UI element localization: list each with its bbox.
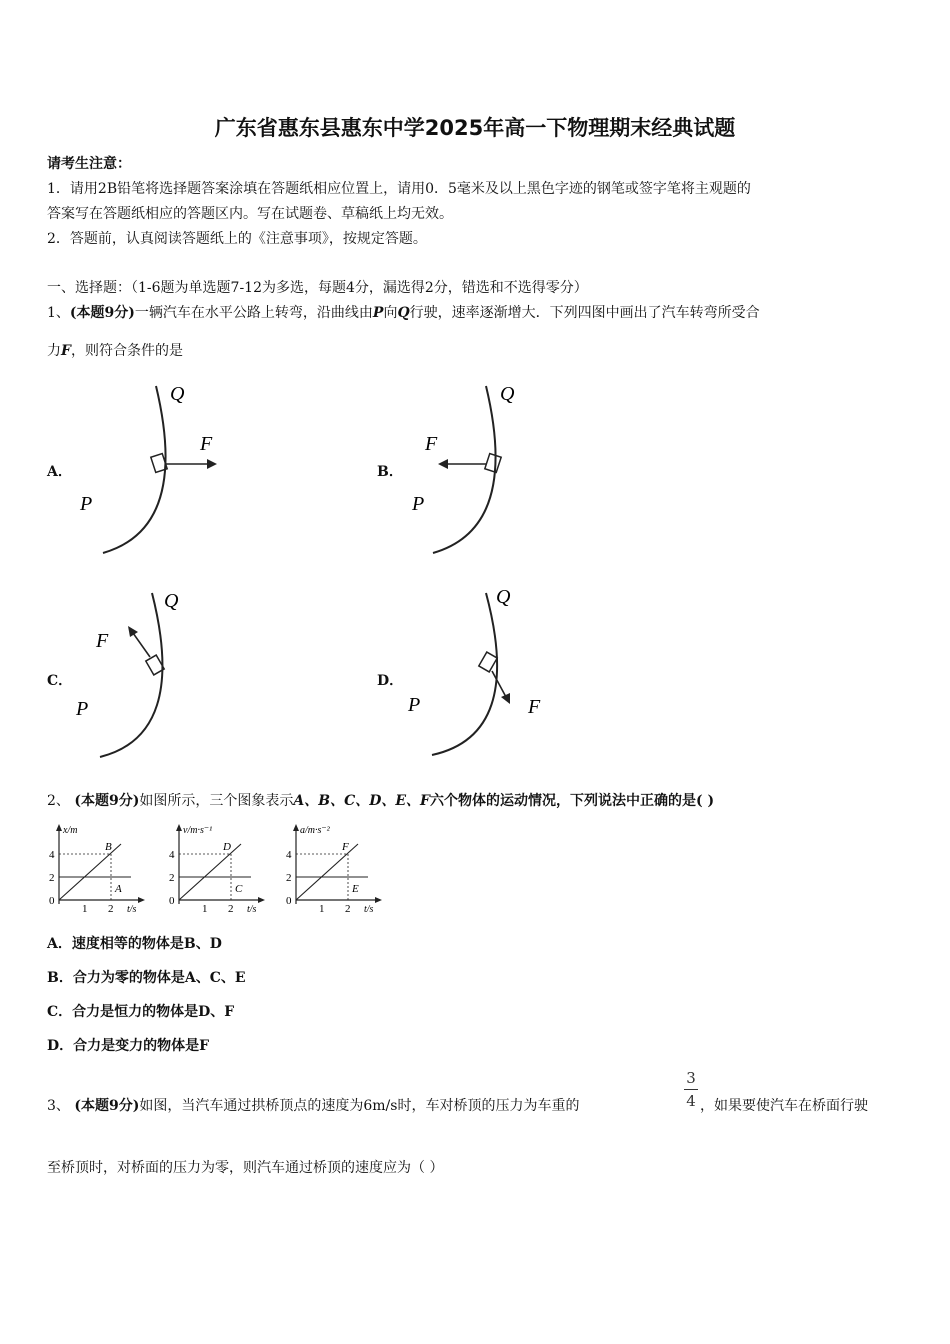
q1-option-a-label: A．	[47, 464, 72, 480]
q1-score: (本题9分)	[69, 305, 135, 321]
y-label: a/m·s⁻²	[300, 825, 330, 836]
x-tick-1: 1	[319, 903, 325, 915]
force-arrowhead	[438, 459, 448, 469]
car-box	[479, 652, 497, 672]
y-tick-0: 0	[49, 895, 55, 907]
label-q: Q	[500, 383, 515, 405]
y-tick-2: 2	[49, 872, 55, 884]
q2-option-d: D．合力是变力的物体是F	[47, 1038, 210, 1054]
label-p: P	[80, 493, 93, 515]
q1-option-d-label: D．	[377, 673, 404, 689]
page-title: 广东省惠东县惠东中学2025年高一下物理期末经典试题	[214, 116, 736, 140]
x-axis-arrow	[138, 897, 145, 903]
notice-line-1: 1．请用2B铅笔将选择题答案涂填在答题纸相应位置上，请用0．5毫米及以上黑色字迹的钢笔或签字笔将主观题的	[47, 181, 751, 197]
q1-line2-a: 力	[47, 343, 61, 359]
curve-path	[103, 386, 166, 553]
label-f: F	[96, 630, 109, 652]
label-f: F	[200, 433, 213, 455]
x-tick-1: 1	[202, 903, 208, 915]
q1-text-b: 向	[383, 305, 398, 321]
y-tick-4: 4	[286, 849, 292, 861]
x-axis-arrow	[258, 897, 265, 903]
section-heading: 一、选择题：（1-6题为单选题7-12为多选，每题4分，漏选得2分，错选和不选得零分）	[47, 280, 588, 296]
q1-option-a-figure	[70, 378, 270, 563]
frac-line	[684, 1089, 698, 1090]
force-arrow	[133, 633, 150, 657]
notice-heading: 请考生注意：	[47, 156, 131, 172]
y-tick-4: 4	[49, 849, 55, 861]
label-q: Q	[170, 383, 185, 405]
label-p: P	[408, 694, 421, 716]
y-axis-arrow	[176, 824, 182, 831]
q1-line2-b: ，则符合条件的是	[70, 343, 183, 359]
y-tick-0: 0	[169, 895, 175, 907]
q3-score: (本题9分)	[74, 1098, 140, 1114]
x-tick-1: 1	[82, 903, 88, 915]
q3-fraction	[684, 1069, 698, 1110]
q2-option-c: C．合力是恒力的物体是D、F	[47, 1004, 235, 1020]
curve-path	[432, 593, 497, 755]
slope-line	[179, 844, 241, 900]
question-1-line-1	[47, 302, 760, 322]
q1-option-b-label: B．	[377, 464, 403, 480]
q3-number: 3、	[47, 1098, 70, 1114]
q1-option-c-figure	[70, 585, 270, 770]
y-axis-arrow	[56, 824, 62, 831]
flat-label: A	[115, 883, 122, 895]
q1-p: P	[372, 305, 384, 321]
y-label: x/m	[63, 825, 78, 836]
y-tick-0: 0	[286, 895, 292, 907]
x-tick-2: 2	[345, 903, 351, 915]
question-2-stem	[47, 790, 714, 810]
y-tick-2: 2	[286, 872, 292, 884]
q2-number: 2、	[47, 793, 70, 809]
q1-q: Q	[397, 305, 410, 321]
label-f: F	[425, 433, 438, 455]
q2-option-a: A．速度相等的物体是B、D	[47, 936, 222, 952]
line-label: B	[105, 841, 112, 853]
q2-graph-v-t	[165, 822, 275, 917]
y-tick-4: 4	[169, 849, 175, 861]
force-arrowhead	[128, 626, 138, 637]
x-label: t/s	[364, 904, 374, 915]
label-q: Q	[164, 590, 179, 612]
line-label: F	[342, 841, 349, 853]
label-f: F	[528, 696, 541, 718]
label-p: P	[412, 493, 425, 515]
flat-label: C	[235, 883, 243, 895]
q1-text-a: 一辆汽车在水平公路上转弯，沿曲线由	[134, 305, 373, 321]
q2-text-b: 六个物体的运动情况，下列说法中正确的是( )	[429, 793, 715, 809]
label-p: P	[76, 698, 89, 720]
q3-text-a: 如图，当汽车通过拱桥顶点的速度为6m/s时，车对桥顶的压力为车重的	[139, 1098, 580, 1114]
q1-f: F	[61, 343, 71, 359]
q2-objects: A、B、C、D、E、F	[293, 793, 430, 809]
y-label: v/m·s⁻¹	[183, 825, 213, 836]
force-arrowhead	[207, 459, 217, 469]
q1-option-d-figure	[400, 585, 600, 770]
y-tick-2: 2	[169, 872, 175, 884]
notice-line-1b: 答案写在答题纸相应的答题区内。写在试题卷、草稿纸上均无效。	[47, 206, 453, 222]
x-label: t/s	[247, 904, 257, 915]
label-q: Q	[496, 586, 511, 608]
y-axis-arrow	[293, 824, 299, 831]
q2-option-b: B．合力为零的物体是A、C、E	[47, 970, 246, 986]
notice-line-2: 2．答题前，认真阅读答题纸上的《注意事项》，按规定答题。	[47, 231, 427, 247]
flat-label: E	[352, 883, 359, 895]
line-label: D	[223, 841, 231, 853]
car-box	[485, 454, 501, 473]
x-tick-2: 2	[228, 903, 234, 915]
q1-number: 1、	[47, 305, 70, 321]
question-1-line-2	[47, 340, 183, 360]
q1-option-b-figure	[400, 378, 600, 563]
q2-text: 如图所示，三个图象表示	[139, 793, 294, 809]
question-3-line-1	[47, 1095, 579, 1115]
x-tick-2: 2	[108, 903, 114, 915]
q1-option-c-label: C．	[47, 673, 73, 689]
q1-text-c: 行驶，速率逐渐增大．下列四图中画出了汽车转弯所受合	[409, 305, 760, 321]
q2-graph-a-t	[282, 822, 392, 917]
q3-frac-num: 3	[686, 1069, 696, 1087]
q2-graph-x-t	[45, 822, 155, 917]
x-axis-arrow	[375, 897, 382, 903]
x-label: t/s	[127, 904, 137, 915]
q2-score: (本题9分)	[74, 793, 140, 809]
question-3-line-2: 至桥顶时，对桥面的压力为零，则汽车通过桥顶的速度应为（ ）	[47, 1160, 444, 1176]
q3-frac-den: 4	[686, 1092, 696, 1110]
q3-text-b: ，如果要使汽车在桥面行驶	[700, 1098, 868, 1114]
